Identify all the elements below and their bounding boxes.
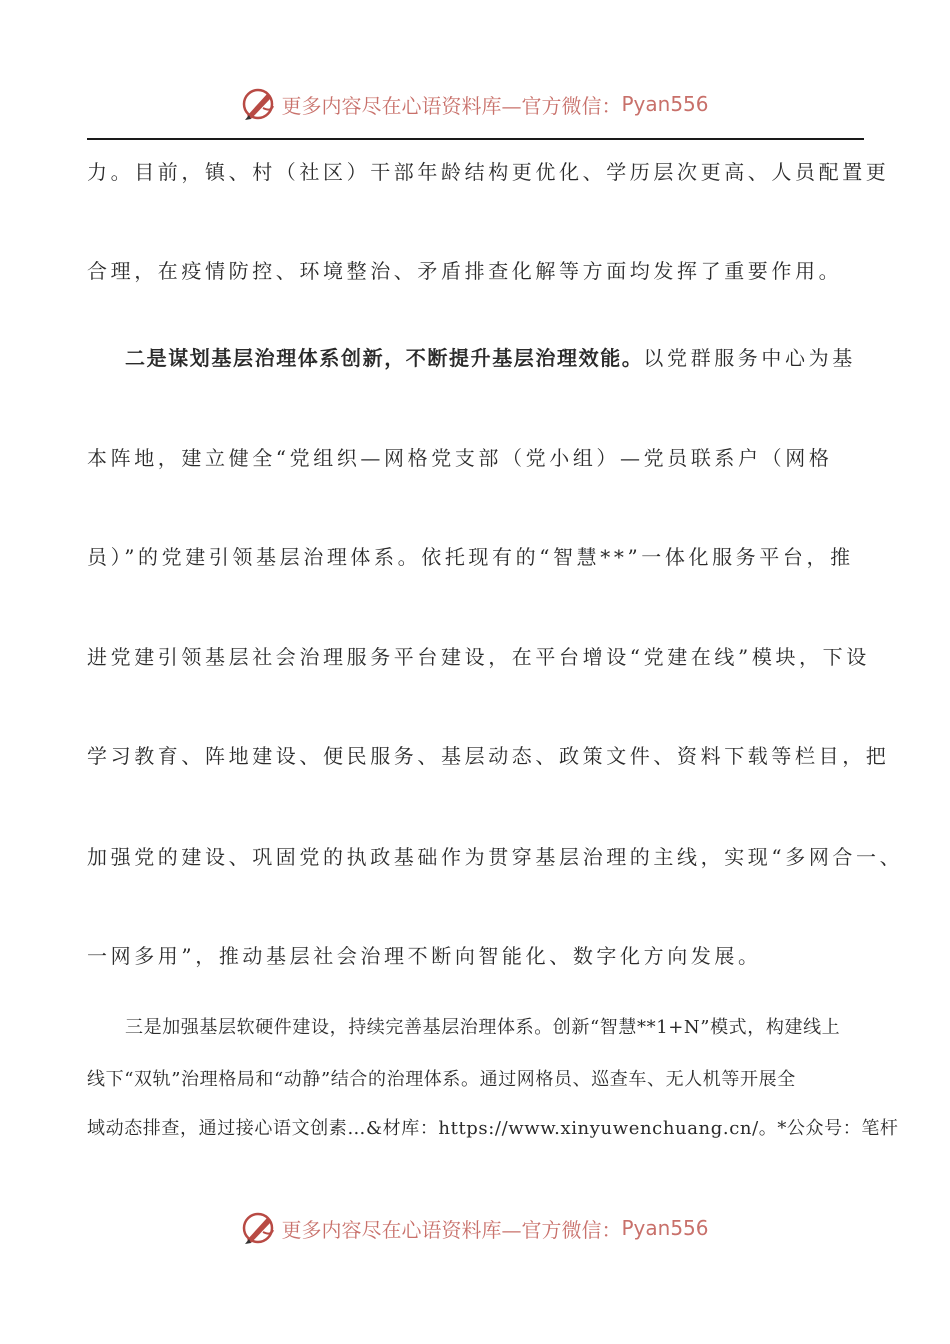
banner-wechat-id: Pyan556 (621, 1216, 709, 1240)
paragraph-line-lead (87, 344, 877, 372)
banner-text: 更多内容尽在心语资料库—官方微信： (281, 1217, 622, 1242)
bold-lead: 二是谋划基层治理体系创新，不断提升基层治理效能。 (125, 346, 644, 370)
header-banner (0, 84, 950, 124)
paragraph-line-small: 线下“双轨”治理格局和“动静”结合的治理体系。通过网格员、巡查车、无人机等开展全 (87, 1069, 796, 1090)
paragraph-line: 一网多用”，推动基层社会治理不断向智能化、数字化方向发展。 (87, 944, 762, 968)
pen-logo-icon (241, 86, 277, 122)
pen-logo-icon (241, 1210, 277, 1246)
paragraph-line: 力。目前，镇、村（社区）干部年龄结构更优化、学历层次更高、人员配置更 (87, 160, 890, 184)
header-divider (87, 138, 864, 140)
small-line-text: 三是加强基层软硬件建设，持续完善基层治理体系。创新“智慧**1+N”模式，构建线上 (125, 1017, 841, 1038)
paragraph-line-small (87, 1015, 877, 1041)
paragraph-line: 本阵地，建立健全“党组织—网格党支部（党小组）—党员联系户（网格 (87, 446, 833, 470)
paragraph-line: 合理，在疫情防控、环境整治、矛盾排查化解等方面均发挥了重要作用。 (87, 259, 843, 283)
lead-continuation: 以党群服务中心为基 (643, 346, 856, 370)
paragraph-line: 加强党的建设、巩固党的执政基础作为贯穿基层治理的主线，实现“多网合一、 (87, 845, 904, 869)
paragraph-line: 员）”的党建引领基层治理体系。依托现有的“智慧**”一体化服务平台，推 (87, 545, 854, 569)
paragraph-line-small: 域动态排查，通过接心语文创素…&材库：https://www.xinyuwenchuang.cn/。*公众号：笔杆 (87, 1118, 899, 1139)
footer-banner (0, 1208, 950, 1248)
banner-text: 更多内容尽在心语资料库—官方微信： (281, 93, 622, 118)
paragraph-line: 学习教育、阵地建设、便民服务、基层动态、政策文件、资料下载等栏目，把 (87, 744, 890, 768)
banner-wechat-id: Pyan556 (621, 92, 709, 116)
paragraph-line: 进党建引领基层社会治理服务平台建设，在平台增设“党建在线”模块，下设 (87, 645, 870, 669)
